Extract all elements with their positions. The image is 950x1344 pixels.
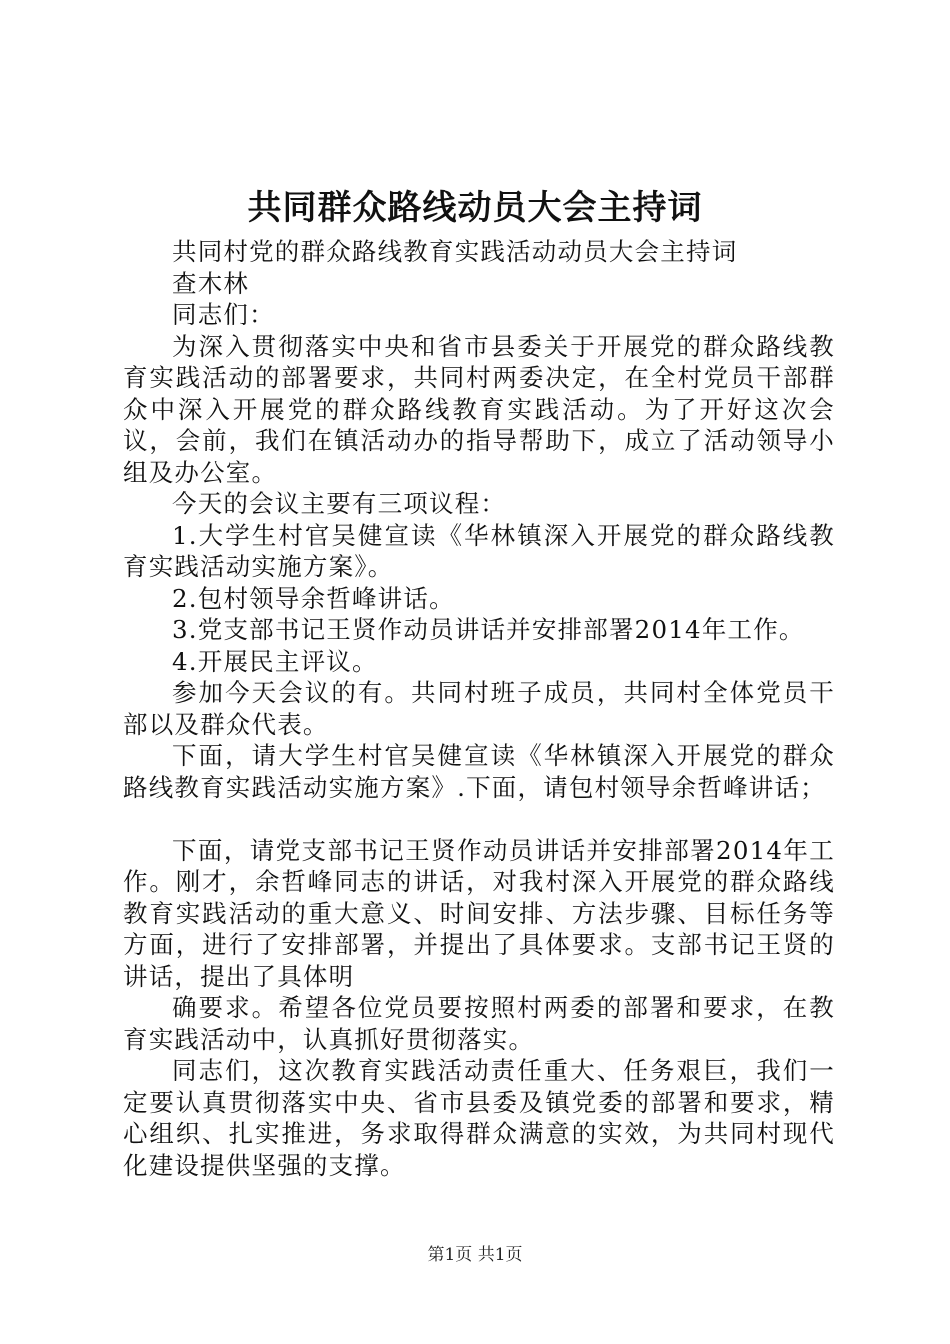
agenda-item-1: 1.大学生村官吴健宣读《华林镇深入开展党的群众路线教育实践活动实施方案》。 [123, 520, 835, 581]
document-body [123, 236, 835, 1181]
paragraph-closing: 同志们，这次教育实践活动责任重大、任务艰巨，我们一定要认真贯彻落实中央、省市县委及镇党委的部署和要求，精心组织、扎实推进，务求取得群众满意的实效，为共同村现代化建设提供坚强的支撑。 [123, 1056, 835, 1180]
agenda-item-4: 4.开展民主评议。 [172, 646, 378, 676]
paragraph-subtitle: 共同村党的群众路线教育实践活动动员大会主持词 [172, 237, 738, 266]
agenda-item-3: 3.党支部书记王贤作动员讲话并安排部署2014年工作。 [172, 615, 805, 644]
paragraph-intro: 为深入贯彻落实中央和省市县委关于开展党的群众路线教育实践活动的部署要求，共同村两委决定，在全村党员干部群众中深入开展党的群众路线教育实践活动。为了开好这次会议，会前，我们在镇活动办的指导帮助下，成立了活动领导小组及办公室。 [123, 331, 835, 487]
paragraph-salutation: 同志们： [172, 300, 275, 329]
page-number-current: 第1页 [427, 1245, 473, 1265]
paragraph-author: 查木林 [172, 268, 250, 298]
paragraph-attendees: 参加今天会议的有。共同村班子成员，共同村全体党员干部以及群众代表。 [123, 678, 835, 739]
page-number-total: 共1页 [477, 1245, 523, 1265]
document-title: 共同群众路线动员大会主持词 [247, 188, 703, 228]
agenda-item-2: 2.包村领导余哲峰讲话。 [172, 583, 455, 613]
paragraph-requirements: 确要求。希望各位党员要按照村两委的部署和要求，在教育实践活动中，认真抓好贯彻落实。 [123, 993, 835, 1054]
paragraph-agenda-heading: 今天的会议主要有三项议程： [172, 489, 507, 518]
paragraph-first-speech: 下面，请大学生村官吴健宣读《华林镇深入开展党的群众路线教育实践活动实施方案》.下面，请包村领导余哲峰讲话； [123, 741, 835, 802]
page-footer [0, 1244, 950, 1266]
paragraph-second-speech: 下面，请党支部书记王贤作动员讲话并安排部署2014年工作。刚才，余哲峰同志的讲话，对我村深入开展党的群众路线教育实践活动的重大意义、时间安排、方法步骤、目标任务等方面，进行了安排部署，并提出了具体要求。支部书记王贤的讲话，提出了具体明 [123, 835, 835, 991]
